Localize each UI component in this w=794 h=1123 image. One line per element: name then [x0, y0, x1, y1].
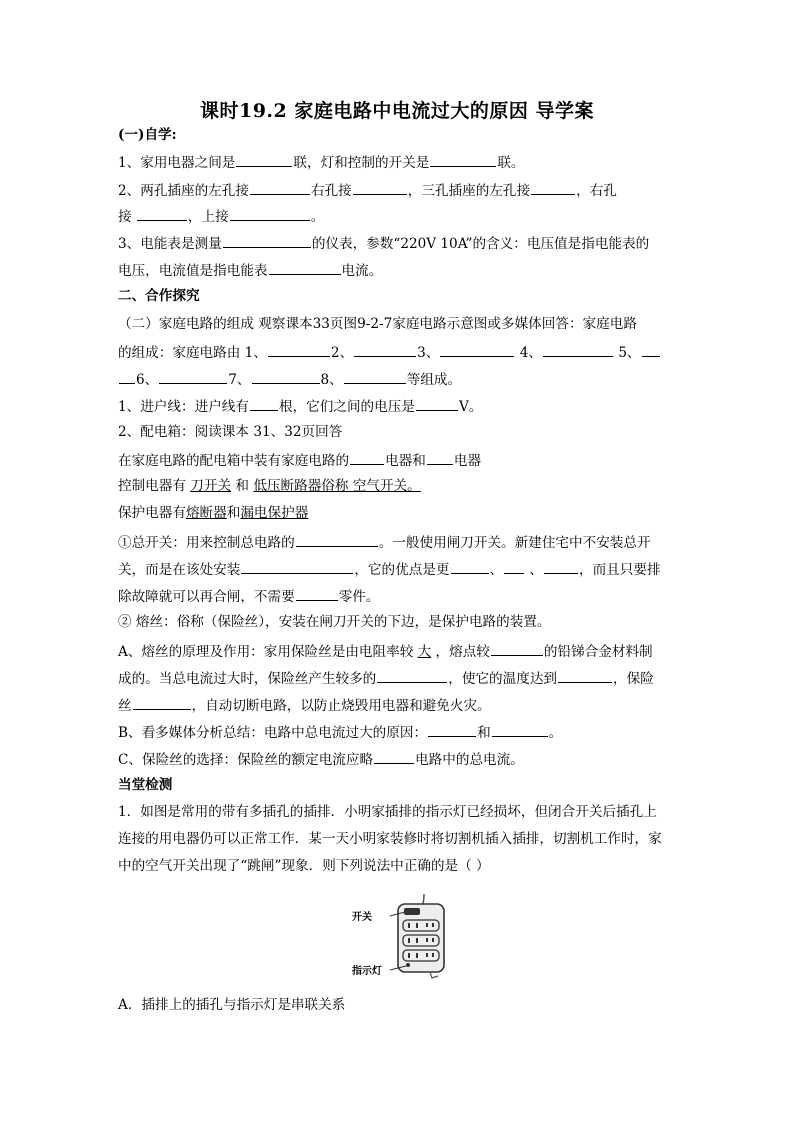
section-cooperation-heading: 二、合作探究: [118, 288, 200, 304]
answer-blank[interactable]: [504, 559, 524, 574]
circuit-composition-intro: （二）家庭电路的组成 观察课本33页图9-2-7家庭电路示意图或多媒体回答：家庭电路: [118, 316, 637, 332]
answer-blank[interactable]: [230, 206, 310, 221]
answer-blank[interactable]: [296, 532, 378, 547]
answer-blank[interactable]: [296, 586, 338, 601]
answer-blank[interactable]: [544, 559, 578, 574]
answer-blank[interactable]: [250, 180, 310, 195]
answer-blank[interactable]: [377, 668, 447, 683]
question-1: 1、家用电器之间是 联，灯和控制的开关是 联。: [118, 152, 678, 172]
answer-blank[interactable]: [137, 206, 187, 221]
answer-blank[interactable]: [427, 450, 453, 465]
distribution-box-item: 2、配电箱：阅读课本 31、32页回答: [118, 424, 343, 440]
power-strip-icon: [398, 904, 444, 978]
fuse-principle-cont: 成的。当总电流过大时，保险丝产生较多的 ，使它的温度达到 ，保险: [118, 668, 678, 688]
answer-blank[interactable]: [133, 695, 191, 710]
section-self-study-heading: (一)自学:: [118, 127, 177, 143]
answer-blank[interactable]: [428, 722, 476, 737]
main-switch-item-cont: 关，而是在该处安装 ，它的优点是更 、 、 ，而且只要排: [118, 559, 678, 579]
circuit-composition-list: 的组成：家庭电路由 1、 2、 3、 4、 5、: [118, 342, 678, 362]
switch-label: 开关: [352, 912, 372, 923]
circuit-composition-list-cont: 6、 7、 8、 等组成。: [118, 369, 678, 389]
answer-blank[interactable]: [223, 233, 311, 248]
answer-blank[interactable]: [119, 369, 135, 384]
fuse-item: ② 熔丝：俗称（保险丝），安装在闸刀开关的下边，是保护电路的装置。: [118, 614, 551, 630]
question-3-cont: 电压，电流值是指电能表 电流。: [118, 260, 678, 280]
indicator-label: 指示灯: [352, 966, 382, 977]
answer-blank[interactable]: [451, 559, 489, 574]
page-title: 课时19.2 家庭电路中电流过大的原因 导学案: [199, 100, 594, 122]
test-question-1: 1．如图是常用的带有多插孔的插排．小明家插排的指示灯已经损坏，但闭合开关后插孔上: [118, 804, 657, 820]
answer-blank[interactable]: [252, 369, 320, 384]
option-a[interactable]: A．插排上的插孔与指示灯是串联关系: [118, 997, 346, 1013]
answer-blank[interactable]: [250, 396, 278, 411]
fuse-selection: C、保险丝的选择：保险丝的额定电流应略 电路中的总电流。: [118, 749, 678, 769]
fuse-principle-end: 丝 ，自动切断电路，以防止烧毁用电器和避免火灾。: [118, 695, 678, 715]
overcurrent-causes: B、看多媒体分析总结：电路中总电流过大的原因： 和 。: [118, 722, 678, 742]
answer-blank[interactable]: [642, 342, 660, 357]
answer-blank[interactable]: [430, 152, 496, 167]
answer-blank[interactable]: [492, 722, 548, 737]
answer-blank[interactable]: [374, 749, 414, 764]
answer-blank[interactable]: [269, 260, 341, 275]
question-2-cont: 接 ，上接 。: [118, 206, 678, 226]
fuse-principle: A、熔丝的原理及作用：家用保险丝是由电阻率较 大 ，熔点较 的铅锑合金材料制: [118, 641, 678, 661]
answer-blank[interactable]: [236, 152, 292, 167]
answer-blank[interactable]: [531, 180, 575, 195]
distribution-box-contents: 在家庭电路的配电箱中装有家庭电路的 电器和 电器: [118, 450, 678, 470]
test-question-1-cont: 连接的用电器仍可以正常工作．某一天小明家装修时将切割机插入插排，切割机工作时，家: [118, 831, 662, 847]
answer-blank[interactable]: [491, 641, 543, 656]
answer-blank[interactable]: [344, 369, 406, 384]
answer-blank[interactable]: [353, 180, 407, 195]
question-2: 2、两孔插座的左孔接 右孔接 ，三孔插座的左孔接 ，右孔: [118, 180, 678, 200]
answer-blank[interactable]: [543, 342, 613, 357]
main-switch-item: ①总开关：用来控制总电路的 。一般使用闸刀开关。新建住宅中不安装总开: [118, 532, 678, 552]
answer-blank[interactable]: [440, 342, 514, 357]
protection-devices: 保护电器有熔断器和漏电保护器: [118, 505, 309, 521]
answer-blank[interactable]: [350, 450, 384, 465]
answer-blank[interactable]: [354, 342, 416, 357]
service-line-item: 1、进户线：进户线有 根，它们之间的电压是 V。: [118, 396, 678, 416]
control-devices: 控制电器有 刀开关 和 低压断路器俗称 空气开关。: [118, 478, 421, 494]
answer-blank[interactable]: [416, 396, 458, 411]
main-switch-item-end: 除故障就可以再合闸，不需要 零件。: [118, 586, 678, 606]
test-question-1-end: 中的空气开关出现了“跳闸”现象．则下列说法中正确的是（ ）: [118, 858, 490, 874]
answer-blank[interactable]: [268, 342, 330, 357]
question-3: 3、电能表是测量 的仪表，参数“220V 10A”的含义：电压值是指电能表的: [118, 233, 678, 253]
answer-blank[interactable]: [241, 559, 353, 574]
power-strip-figure: [350, 892, 460, 982]
answer-blank[interactable]: [558, 668, 612, 683]
answer-blank[interactable]: [159, 369, 227, 384]
section-classroom-test-heading: 当堂检测: [118, 777, 173, 793]
